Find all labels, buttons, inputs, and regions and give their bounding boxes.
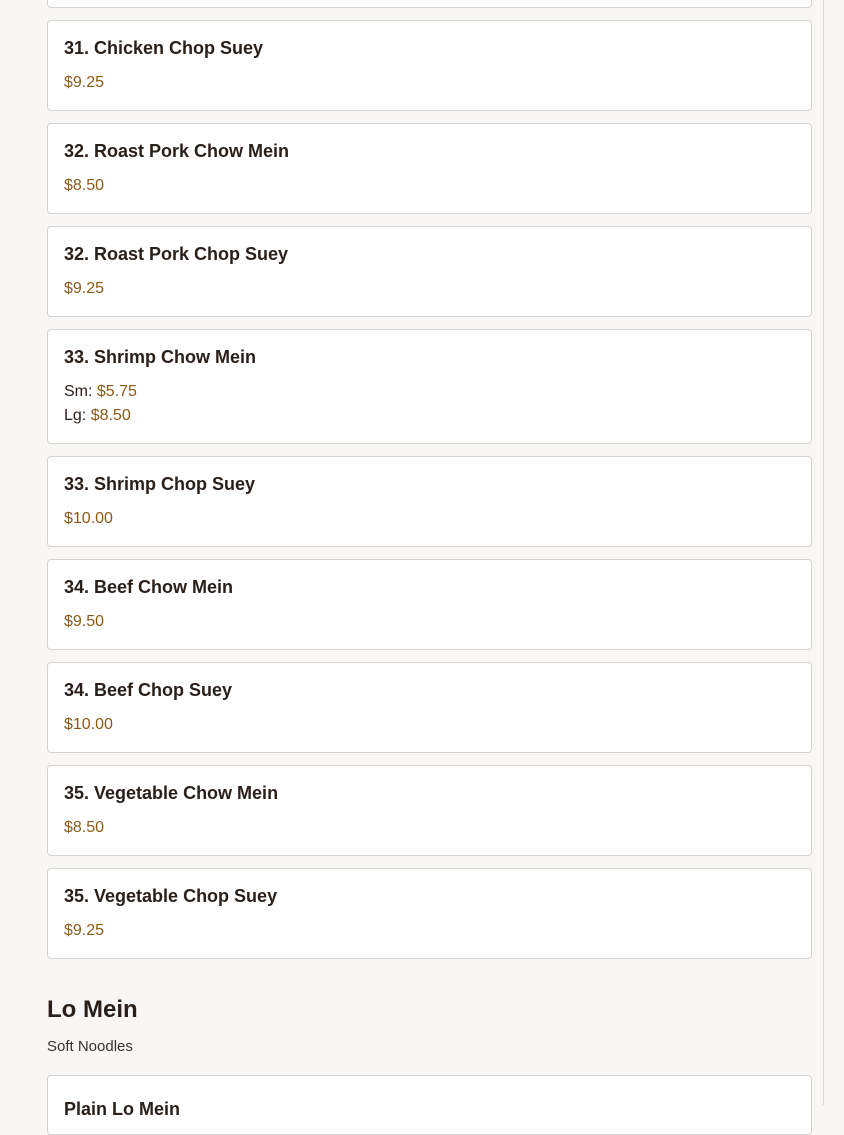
price-amount: $8.50 bbox=[64, 177, 105, 194]
menu-item-name: Plain Lo Mein bbox=[64, 1099, 181, 1119]
price-amount: $10.00 bbox=[64, 510, 113, 527]
price-amount: $9.25 bbox=[64, 922, 105, 939]
scroll-divider bbox=[823, 0, 824, 1105]
menu-item-price bbox=[64, 507, 795, 531]
menu-item-price bbox=[64, 919, 795, 943]
menu-item-card[interactable] bbox=[47, 559, 812, 650]
menu-item-name: 32. Roast Pork Chow Mein bbox=[64, 141, 290, 161]
menu-item-price bbox=[64, 610, 795, 634]
menu-item-card[interactable] bbox=[47, 226, 812, 317]
menu-item-card-partial[interactable] bbox=[47, 0, 812, 8]
menu-item-price bbox=[64, 713, 795, 737]
menu-item-price bbox=[64, 277, 795, 301]
price-label: Sm: bbox=[64, 383, 97, 400]
menu-item-name: 34. Beef Chow Mein bbox=[64, 577, 234, 597]
menu-item-name: 33. Shrimp Chow Mein bbox=[64, 347, 257, 367]
menu-item-card[interactable] bbox=[47, 123, 812, 214]
menu-item-price-large bbox=[64, 404, 795, 428]
menu-item-card[interactable] bbox=[47, 329, 812, 444]
menu-item-name: 31. Chicken Chop Suey bbox=[64, 38, 264, 58]
menu-item-card[interactable] bbox=[47, 868, 812, 959]
menu-item-card[interactable] bbox=[47, 456, 812, 547]
menu-item-price-small bbox=[64, 380, 795, 404]
section-heading: Lo Mein bbox=[47, 996, 138, 1023]
menu-item-card[interactable] bbox=[47, 20, 812, 111]
menu-item-card[interactable] bbox=[47, 1075, 812, 1135]
price-amount: $5.75 bbox=[96, 383, 137, 400]
menu-item-price bbox=[64, 71, 795, 95]
price-amount: $9.25 bbox=[64, 280, 105, 297]
section-description: Soft Noodles bbox=[47, 1038, 133, 1055]
price-label: Lg: bbox=[64, 407, 91, 424]
price-amount: $9.50 bbox=[64, 613, 105, 630]
menu-item-card[interactable] bbox=[47, 662, 812, 753]
menu-item-price bbox=[64, 174, 795, 198]
price-amount: $10.00 bbox=[64, 716, 113, 733]
menu-item-name: 35. Vegetable Chow Mein bbox=[64, 783, 279, 803]
menu-item-name: 32. Roast Pork Chop Suey bbox=[64, 244, 289, 264]
menu-item-card[interactable] bbox=[47, 765, 812, 856]
menu-item-name: 34. Beef Chop Suey bbox=[64, 680, 233, 700]
price-amount: $8.50 bbox=[90, 407, 131, 424]
price-amount: $8.50 bbox=[64, 819, 105, 836]
menu-item-price bbox=[64, 816, 795, 840]
menu-item-name: 35. Vegetable Chop Suey bbox=[64, 886, 278, 906]
price-amount: $9.25 bbox=[64, 74, 105, 91]
menu-item-name: 33. Shrimp Chop Suey bbox=[64, 474, 256, 494]
